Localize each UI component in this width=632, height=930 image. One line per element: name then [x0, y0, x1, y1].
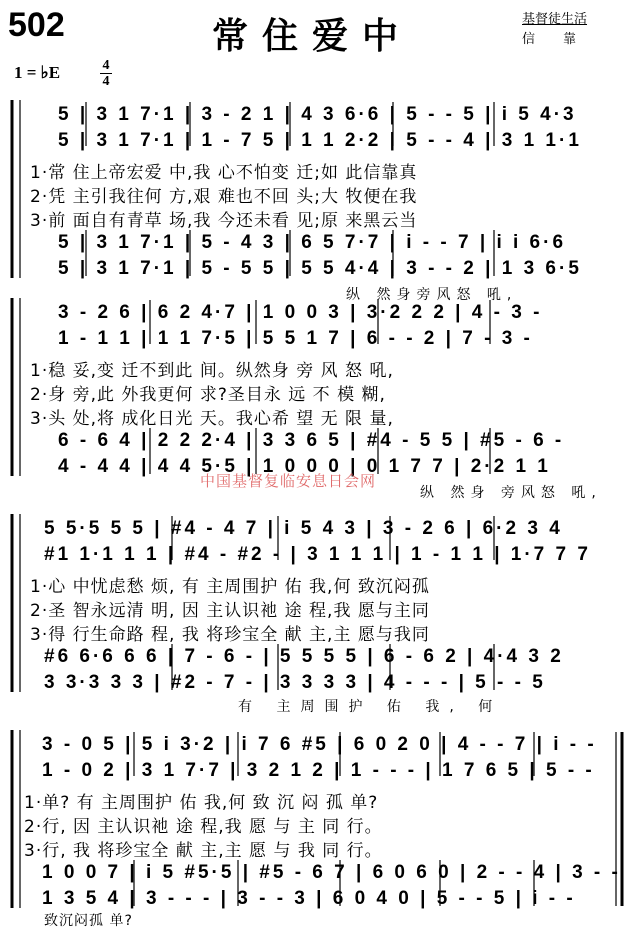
system1-echo-lyric: 纵 然身旁风怒 吼, [346, 287, 518, 303]
system1-bass: 5 | 3 1 7·1 | 5 - 5 5 | 5 5 4·4 | 3 - - 2 | 1 3 6·5 [58, 258, 582, 279]
system4-bass: 1 3 5 4 | 3 - - - | 3 - - 3 | 6 0 4 0 | 5 - - 5 | i - - [42, 888, 576, 909]
system1-verse1: 1·常 住上帝宏爱 中,我 心不怕变 迁;如 此信靠真 [30, 163, 418, 183]
watermark-text: 中国基督复临安息日会网 [200, 472, 377, 490]
time-signature [100, 58, 112, 89]
system3-verse2: 2·圣 智永远清 明, 因 主认识祂 途 程,我 愿与主同 [30, 601, 430, 621]
key-signature: 1 = ♭E [14, 63, 61, 82]
system2-verse1: 1·稳 妥,变 迁不到此 间。纵然身 旁 风 怒 吼, [30, 361, 394, 381]
system3-bass: 3 3·3 3 3 | #2 - 7 - | 3 3 3 3 | 4 - - - | 5 - - 5 [44, 672, 546, 693]
system2-verse2: 2·身 旁,此 外我更何 求?圣目永 远 不 模 糊, [30, 385, 386, 405]
system4-alto: 1 - 0 2 | 3 1 7·7 | 3 2 1 2 | 1 - - - | 1 7 6 5 | 5 - - [42, 760, 595, 781]
system1-tenor: 5 | 3 1 7·1 | 5 - 4 3 | 6 5 7·7 | i - - 7 | i i 6·6 [58, 232, 567, 253]
system4-echo-lyric: 致沉闷孤 单? [44, 913, 133, 929]
credit-source: 基督徒生活 [522, 12, 588, 27]
system3-soprano: 5 5·5 5 5 | #4 - 4 7 | i 5 4 3 | 3 - 2 6 | 6·2 3 4 [44, 518, 563, 539]
system2-bass: 4 - 4 4 | 4 4 5·5 | 1 0 0 0 | 0 1 7 7 | 2·2 1 1 [58, 456, 551, 477]
system3-alto: #1 1·1 1 1 | #4 - #2 - | 3 1 1 1 | 1 - 1 1 | 1·7 7 7 [44, 544, 591, 565]
system4-verse1: 1·单? 有 主周围护 佑 我,何 致 沉 闷 孤 单? [24, 793, 379, 813]
credit-tune: 信靠 [522, 32, 605, 47]
system1-soprano: 5 | 3 1 7·1 | 3 - 2 1 | 4 3 6·6 | 5 - - 5 | i 5 4·3 [58, 104, 577, 125]
page-title: 常住爱中 [212, 16, 413, 57]
system4-verse2: 2·行, 因 主认识祂 途 程,我 愿 与 主 同 行。 [24, 817, 383, 837]
meter-bottom: 4 [102, 74, 110, 89]
system4-tenor: 1 0 0 7 | i 5 #5·5 | #5 - 6 7 | 6 0 6 0 | 2 - - 4 | 3 - - [42, 862, 621, 883]
system1-verse3: 3·前 面自有青草 场,我 今还未看 见;原 来黑云当 [30, 211, 418, 231]
hymn-number: 502 [8, 6, 65, 44]
system2-tenor: 6 - 6 4 | 2 2 2·4 | 3 3 6 5 | #4 - 5 5 | #5 - 6 - [58, 430, 565, 451]
system1-verse2: 2·凭 主引我往何 方,艰 难也不回 头;大 牧便在我 [30, 187, 418, 207]
system2-alto: 1 - 1 1 | 1 1 7·5 | 5 5 1 7 | 6 - - 2 | 7 - 3 - [58, 328, 533, 349]
system2-soprano: 3 - 2 6 | 6 2 4·7 | 1 0 0 3 | 3·2 2 2 | 4 - 3 - [58, 302, 543, 323]
system2-echo-lyric: 纵 然身 旁风怒 吼, [420, 485, 602, 501]
system2-verse3: 3·头 处,将 成化日光 天。我心希 望 无 限 量, [30, 409, 394, 429]
system3-verse1: 1·心 中忧虑愁 烦, 有 主周围护 佑 我,何 致沉闷孤 [30, 577, 430, 597]
system4-soprano: 3 - 0 5 | 5 i 3·2 | i 7 6 #5 | 6 0 2 0 | 4 - - 7 | i - - [42, 734, 597, 755]
system3-verse3: 3·得 行生命路 程, 我 将珍宝全 献 主,主 愿与我同 [30, 625, 430, 645]
system4-verse3: 3·行, 我 将珍宝全 献 主,主 愿 与 我 同 行。 [24, 841, 383, 861]
system1-alto: 5 | 3 1 7·1 | 1 - 7 5 | 1 1 2·2 | 5 - - 4 | 3 1 1·1 [58, 130, 582, 151]
meter-top: 4 [102, 58, 110, 73]
system3-echo-lyric: 有 主周围护 佑 我, 何 [238, 699, 503, 715]
system3-tenor: #6 6·6 6 6 | 7 - 6 - | 5 5 5 5 | 6 - 6 2 | 4·4 3 2 [44, 646, 564, 667]
